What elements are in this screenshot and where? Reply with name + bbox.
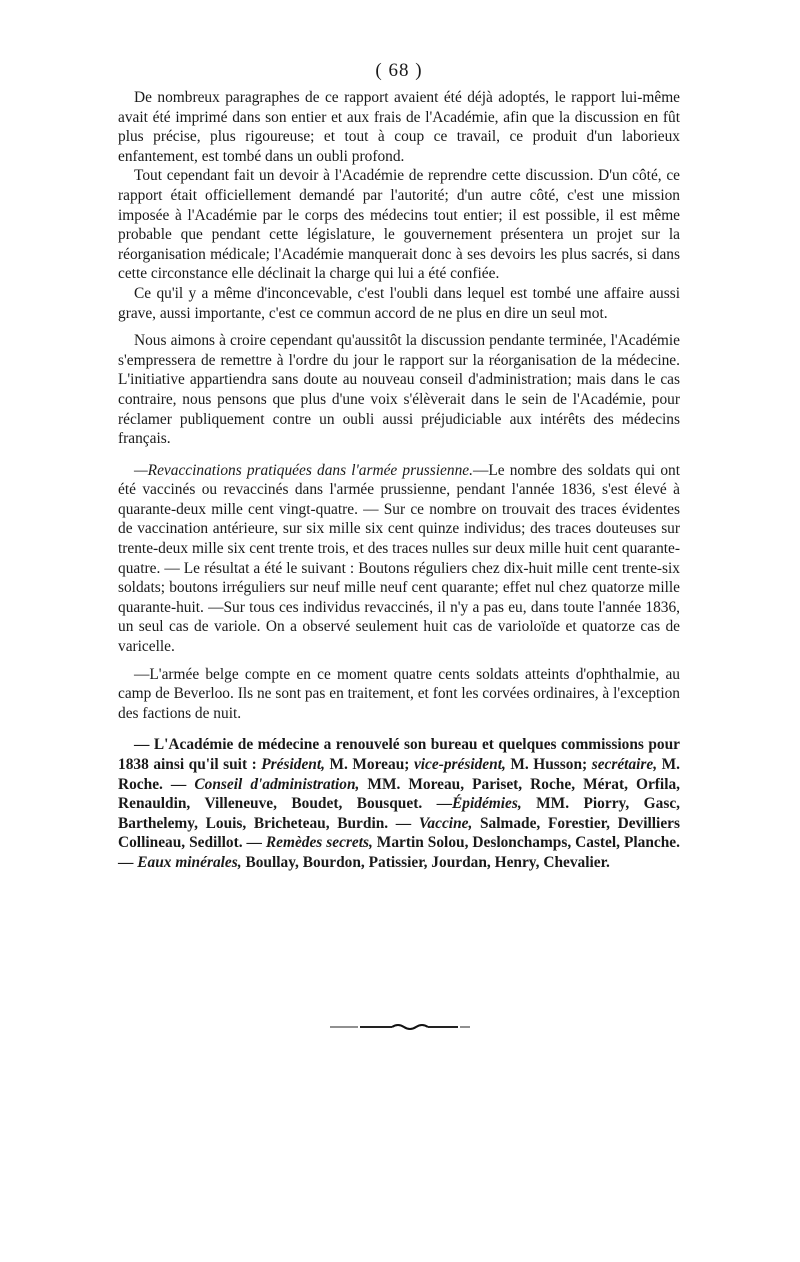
label-epidemies: Épidémies, [452, 795, 522, 813]
ornament-icon [330, 1022, 480, 1032]
epidemies-members: MM. Piorry, Gasc, Barthelemy, Louis, Bricheteau, Burdin. — [118, 795, 680, 832]
section-heading-revaccinations: —Revaccinations pratiquées dans l'armée prussienne. [134, 461, 473, 479]
paragraph-inconcevable: Ce qu'il y a même d'inconcevable, c'est l'oubli dans lequel est tombé une affaire aussi grave, aussi importante, c'est ce commun accord de ne plus en dire un seul mot. [118, 284, 680, 322]
label-conseil: Conseil d'administration, [194, 775, 360, 793]
label-vice-president: vice-président, [413, 756, 506, 773]
label-president: Président, [261, 756, 325, 773]
label-eaux-minerales: Eaux minérales, [137, 853, 242, 871]
bureau-intro: — L'Académie de médecine a renouvelé son bureau et quelques commissions pour 1838 ainsi qu'il suit : [118, 736, 680, 773]
paragraph-rapport-adopted: De nombreux paragraphes de ce rapport avaient été déjà adoptés, le rapport lui-même avait été imprimé dans son entier et aux frais de l'Académie, afin que la discussion en fût plus précise, plus rigoureuse; et tout à coup ce travail, ce produit d'un laborieux enfantement, est tombé dans un oubli profond. [118, 89, 680, 165]
paragraph-armee-belge: —L'armée belge compte en ce moment quatre cents soldats atteints d'ophthalmie, au camp de Beverloo. Ils ne sont pas en traitement, et font les corvées ordinaires, à l'exception des factions de nuit. [118, 665, 680, 722]
revaccinations-text: —Le nombre des soldats qui ont été vaccinés ou revaccinés dans l'armée prussienne, pendant l'année 1836, s'est élevé à quarante-deux mille cent vingt-quatre. — Sur ce nombre on trouvait des traces évidentes de vaccination antérieure, sur six mille six cent quinze individus; des traces douteuses sur trente-deux mille six cent trente trois, et des traces nulles sur deux mille huit cent quarante-quatre. — Le résultat a été le suivant : Boutons réguliers chez dix-huit mille cent trente-six soldats; boutons irréguliers sur neuf mille neuf cent quarante; effet nul chez quatorze mille quarante-huit. —Sur tous ces individus revaccinés, il n'y a pas eu, dans toute l'année 1836, un seul cas de variole. On a observé seulement huit cas de varioloïde et quatorze cas de varicelle. [118, 461, 680, 656]
paragraph-revaccinations [118, 461, 680, 657]
conseil-members: MM. Moreau, Pariset, Roche, Mérat, Orfila, Renauldin, Villeneuve, Boudet, Bousquet. — [118, 775, 681, 813]
label-remedes-secrets: Remèdes secrets, [265, 834, 373, 852]
vaccine-members: Salmade, Forestier, Devilliers Collineau, Sedillot. — [118, 814, 680, 852]
label-vaccine: Vaccine, [418, 814, 473, 832]
paragraph-devoir-academie: Tout cependant fait un devoir à l'Académie de reprendre cette discussion. D'un côté, ce rapport était officiellement demandé par l'autorité; d'un autre côté, c'est une mission imposée à l'Académie par le corps des médecins tout entier; il est possible, il est même probable que pendant cette législature, le gouvernement présentera un projet sur la réorganisation médicale; l'Académie manquerait donc à ses devoirs les plus sacrés, si dans cette circonstance elle déclinait la charge qui lui a été confiée. [118, 167, 680, 283]
page-number: ( 68 ) [375, 60, 423, 81]
remedes-members: Martin Solou, Deslonchamps, Castel, Planche. — [118, 834, 680, 871]
paragraph-academie-bureau [118, 735, 680, 872]
vice-president-name: M. Husson; [505, 756, 592, 773]
eaux-members: Boullay, Bourdon, Patissier, Jourdan, Henry, Chevalier. [241, 853, 610, 871]
president-name: M. Moreau; [324, 756, 414, 773]
secretaire-name: M. Roche. — [118, 756, 681, 793]
page-body [118, 60, 680, 873]
paragraph-reorganisation: Nous aimons à croire cependant qu'aussitôt la discussion pendante terminée, l'Académie s'empressera de remettre à l'ordre du jour le rapport sur la réorganisation de la médecine. L'initiative appartiendra sans doute au nouveau conseil d'administration; mais dans le cas contraire, nous pensons que plus d'une voix s'élèverait dans le sein de l'Académie, pour réclamer publiquement contre un oubli aussi préjudiciable aux intérêts des médecins français. [118, 332, 680, 448]
label-secretaire: secrétaire, [591, 756, 658, 773]
end-ornament-divider [330, 1019, 480, 1029]
